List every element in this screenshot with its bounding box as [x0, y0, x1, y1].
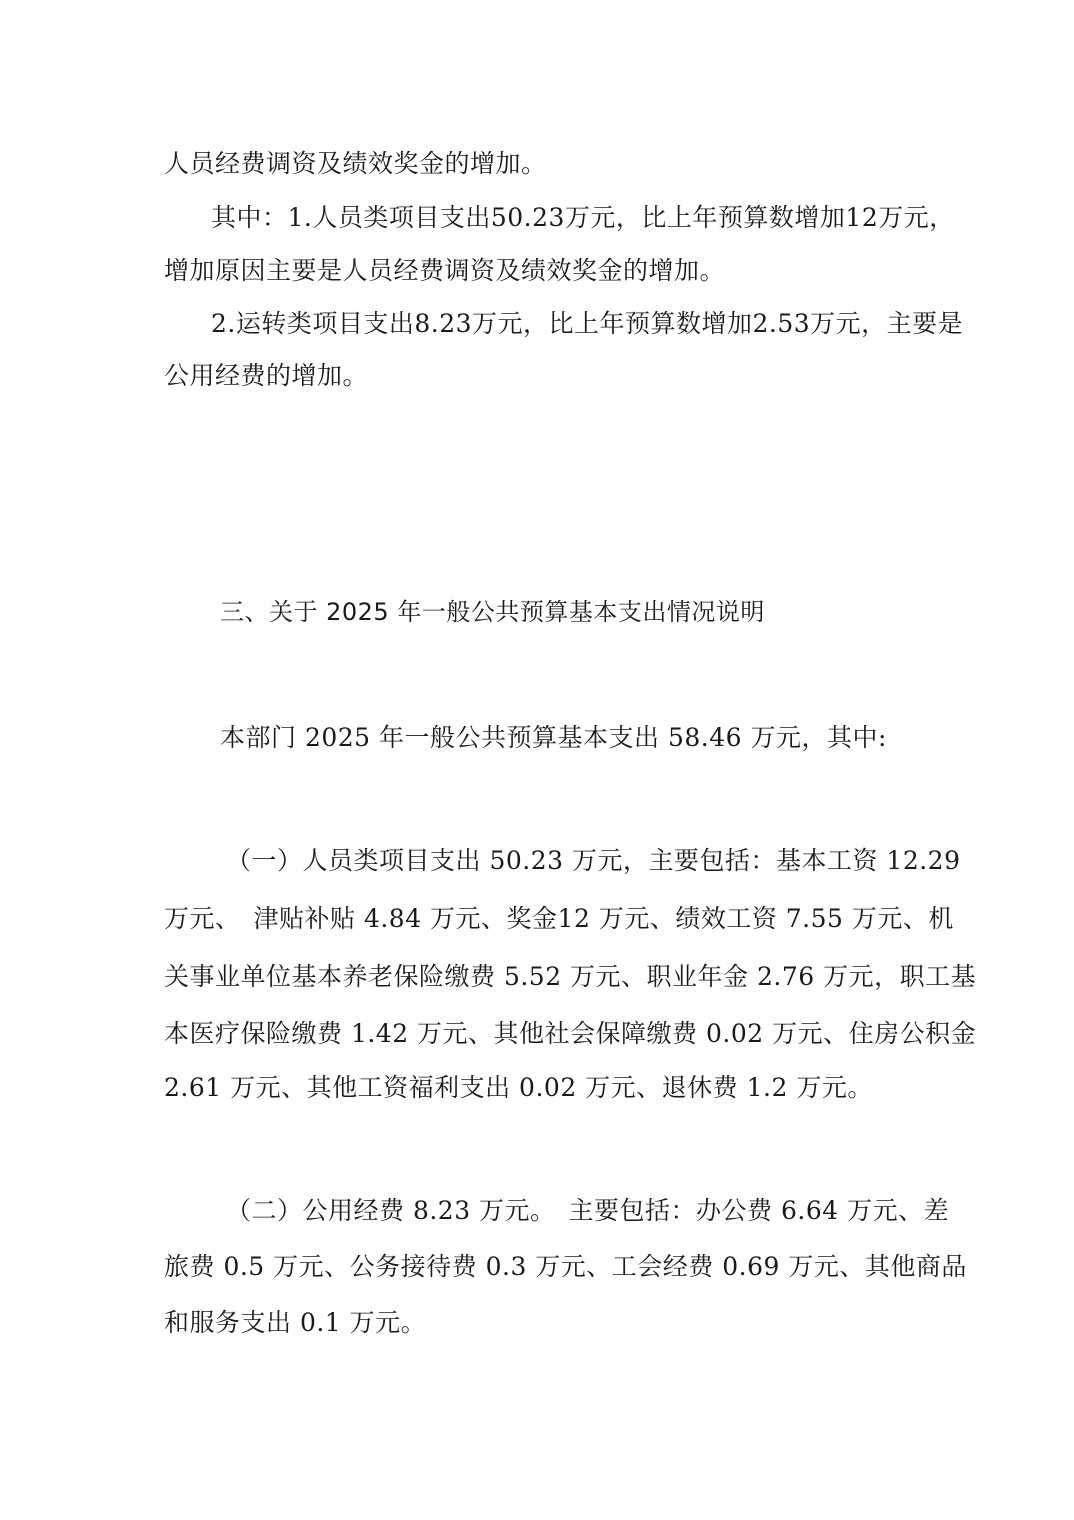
paragraph-line: 关事业单位基本养老保险缴费 5.52 万元、职业年金 2.76 万元，职工基 — [164, 962, 977, 991]
section-heading: 三、关于 2025 年一般公共预算基本支出情况说明 — [220, 598, 765, 626]
intro-line: 本部门 2025 年一般公共预算基本支出 58.46 万元，其中: — [220, 723, 887, 752]
paragraph-line: 本医疗保险缴费 1.42 万元、其他社会保障缴费 0.02 万元、住房公积金 — [164, 1019, 977, 1048]
paragraph-line: 2.61 万元、其他工资福利支出 0.02 万元、退休费 1.2 万元。 — [164, 1073, 873, 1102]
paragraph-line: 增加原因主要是人员经费调资及绩效奖金的增加。 — [164, 256, 726, 285]
paragraph-line: 万元、 津贴补贴 4.84 万元、奖金12 万元、绩效工资 7.55 万元、机 — [164, 904, 954, 933]
paragraph-line: （二）公用经费 8.23 万元。 主要包括：办公费 6.64 万元、差 — [226, 1196, 950, 1225]
paragraph-line: 2.运转类项目支出8.23万元，比上年预算数增加2.53万元，主要是 — [211, 309, 964, 338]
paragraph-line: 旅费 0.5 万元、公务接待费 0.3 万元、工会经费 0.69 万元、其他商品 — [164, 1252, 967, 1281]
paragraph-line: 公用经费的增加。 — [164, 361, 369, 390]
paragraph-line: （一）人员类项目支出 50.23 万元，主要包括：基本工资 12.29 — [226, 846, 961, 875]
paragraph-line: 其中：1.人员类项目支出50.23万元，比上年预算数增加12万元， — [211, 203, 955, 232]
paragraph-line: 和服务支出 0.1 万元。 — [164, 1308, 427, 1337]
paragraph-line: 人员经费调资及绩效奖金的增加。 — [164, 149, 547, 178]
